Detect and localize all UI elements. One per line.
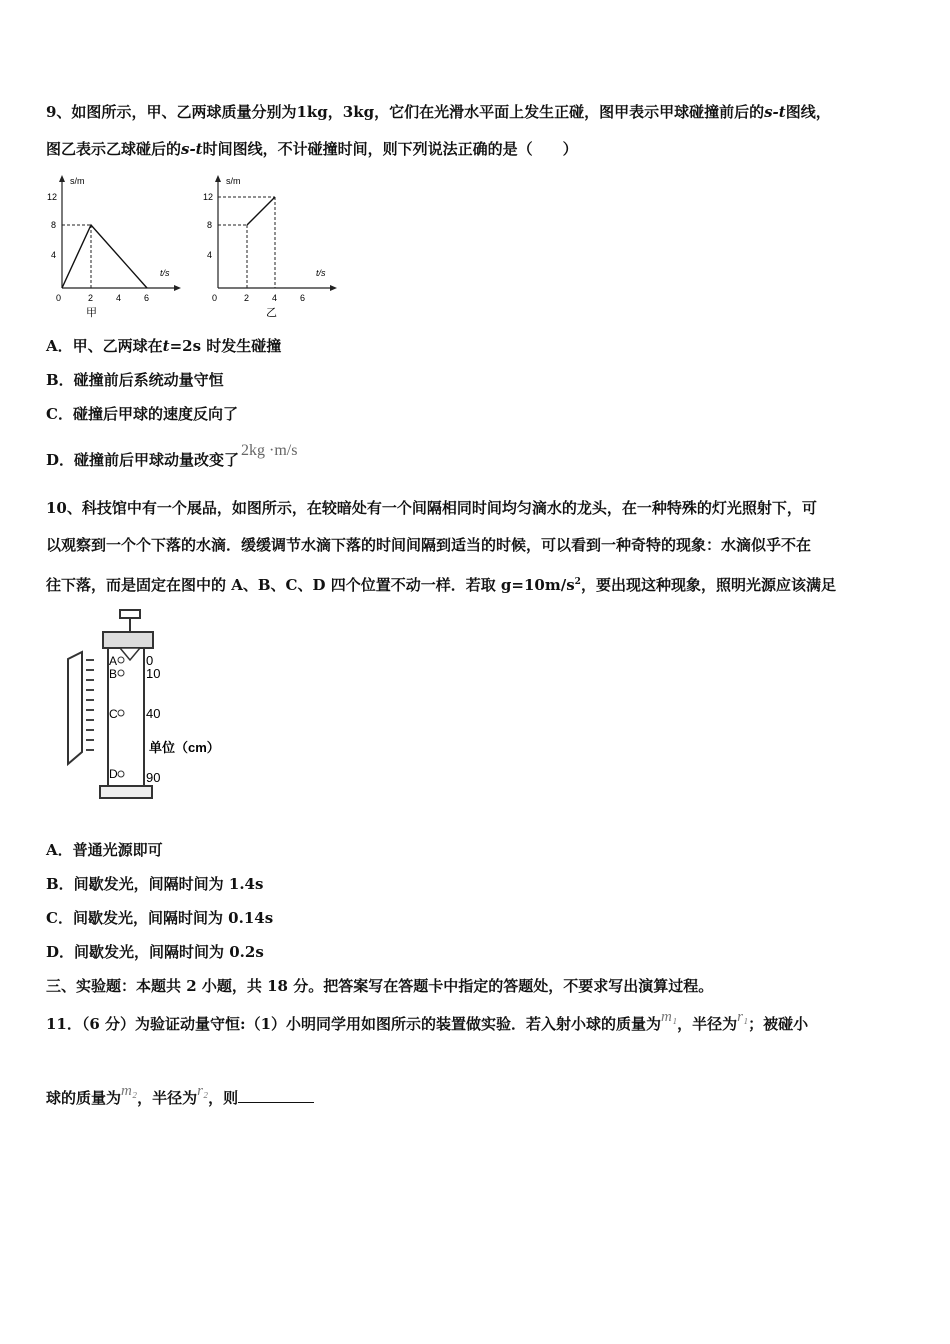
q9-text: 9、如图所示，甲、乙两球质量分别为1kg，3kg，它们在光滑水平面上发生正碰，图甲表示甲球碰撞前后的 <box>46 103 765 121</box>
q11-line-1 <box>46 1009 809 1035</box>
scale-value-40: 40 <box>146 706 161 721</box>
graph1-ylabel: s/m <box>70 176 85 186</box>
q11-m1: m₁ <box>661 1009 678 1025</box>
graph1-xlabel: t/s <box>160 268 170 278</box>
q11-line-1-a: 11．（6 分）为验证动量守恒:（1）小明同学用如图所示的装置做实验．若入射小球的质量为 <box>46 1015 662 1033</box>
graph1-xtick-2: 2 <box>88 293 94 303</box>
drop-label-b: B <box>109 667 118 681</box>
graph2-xtick-2: 2 <box>244 293 250 303</box>
q11-m2: m₂ <box>121 1083 138 1099</box>
graph1-xtick-6: 6 <box>144 293 150 303</box>
q10-option-a: A．普通光源即可 <box>46 841 163 859</box>
drop-label-c: C <box>109 707 118 721</box>
q9-option-d <box>46 442 298 471</box>
q11-line-2-a: 球的质量为 <box>46 1089 122 1107</box>
q11-r2: r₂ <box>197 1083 209 1099</box>
q10-line-3-a: 往下落，而是固定在图中的 A、B、C、D 四个位置不动一样．若取 g=10m/s <box>46 576 575 594</box>
q9-option-d-math: 2kg ·m/s <box>241 442 298 459</box>
graph2-xtick-4: 4 <box>272 293 278 303</box>
graph1-curve <box>62 225 147 288</box>
q9-text: 时间图线，不计碰撞时间，则下列说法正确的是（ ） <box>202 140 578 158</box>
graph2-ytick-4: 4 <box>207 250 213 260</box>
q9-option-c: C．碰撞后甲球的速度反向了 <box>46 405 238 423</box>
q9-option-b: B．碰撞前后系统动量守恒 <box>46 371 224 389</box>
graph-jia <box>44 172 184 322</box>
q9-st: s-t <box>764 103 786 121</box>
graph2-xtick-6: 6 <box>300 293 306 303</box>
graph2-ytick-12: 12 <box>203 192 214 202</box>
unit-label: 单位（cm） <box>149 740 220 755</box>
q9-option-a-t: t <box>162 337 170 355</box>
q9-line-2 <box>46 139 578 159</box>
drip-tube-figure <box>48 604 248 806</box>
q9-option-a <box>46 336 281 356</box>
q11-line-2-c: ，则 <box>208 1089 239 1107</box>
drop-b <box>118 670 124 676</box>
q9-option-d-text: D．碰撞前后甲球动量改变了 <box>46 451 240 469</box>
graph2-xlabel: t/s <box>316 268 326 278</box>
scale-value-10: 10 <box>146 666 161 681</box>
graph2-curve <box>247 197 275 225</box>
q10-line-3-sup: 2 <box>574 577 581 587</box>
q11-line-1-c: ；被碰小 <box>748 1015 809 1033</box>
q11-line-1-b: ，半径为 <box>677 1015 738 1033</box>
graph1-xtick-4: 4 <box>116 293 122 303</box>
graph2-caption: 乙 <box>266 307 277 319</box>
q10-line-2: 以观察到一个个下落的水滴．缓缓调节水滴下落的时间间隔到适当的时候，可以看到一种奇特的现象：水滴似乎不在 <box>46 536 812 554</box>
q11-line-2 <box>46 1083 314 1109</box>
answer-blank[interactable] <box>238 1088 314 1103</box>
graph2-ylabel: s/m <box>226 176 241 186</box>
drop-d <box>118 771 124 777</box>
graph2-ytick-8: 8 <box>207 220 213 230</box>
graph1-ytick-12: 12 <box>47 192 58 202</box>
drop-a <box>118 657 124 663</box>
q9-st: s-t <box>181 140 203 158</box>
q10-line-1: 10、科技馆中有一个展品，如图所示，在较暗处有一个间隔相同时间均匀滴水的龙头，在一种特殊的灯光照射下，可 <box>46 499 817 517</box>
graph1-caption: 甲 <box>86 307 97 319</box>
q9-text: 图线， <box>785 103 831 121</box>
q10-option-d: D．间歇发光，间隔时间为 0.2s <box>46 943 264 961</box>
graph2-xtick-0: 0 <box>212 293 218 303</box>
q11-r1: r₁ <box>737 1009 749 1025</box>
graph1-ytick-8: 8 <box>51 220 57 230</box>
section-3-heading: 三、实验题：本题共 2 小题，共 18 分。把答案写在答题卡中指定的答题处，不要求写出演算过程。 <box>46 977 714 995</box>
graph-yi <box>200 172 340 322</box>
q10-line-3 <box>46 572 836 595</box>
q9-text: 图乙表示乙球碰后的 <box>46 140 182 158</box>
q9-option-a-post: =2s 时发生碰撞 <box>169 337 282 355</box>
drop-c <box>118 710 124 716</box>
q10-option-b: B．间歇发光，间隔时间为 1.4s <box>46 875 264 893</box>
q9-option-a-pre: A．甲、乙两球在 <box>46 337 163 355</box>
q10-option-c: C．间歇发光，间隔时间为 0.14s <box>46 909 274 927</box>
q10-line-3-b: ，要出现这种现象，照明光源应该满足 <box>580 576 836 594</box>
q9-line-1 <box>46 102 831 122</box>
graph1-xtick-0: 0 <box>56 293 62 303</box>
q11-line-2-b: ，半径为 <box>137 1089 198 1107</box>
drop-label-a: A <box>109 654 118 668</box>
drop-label-d: D <box>109 767 118 781</box>
graph1-ytick-4: 4 <box>51 250 57 260</box>
scale-value-0: 0 <box>146 653 154 668</box>
scale-value-90: 90 <box>146 770 161 785</box>
